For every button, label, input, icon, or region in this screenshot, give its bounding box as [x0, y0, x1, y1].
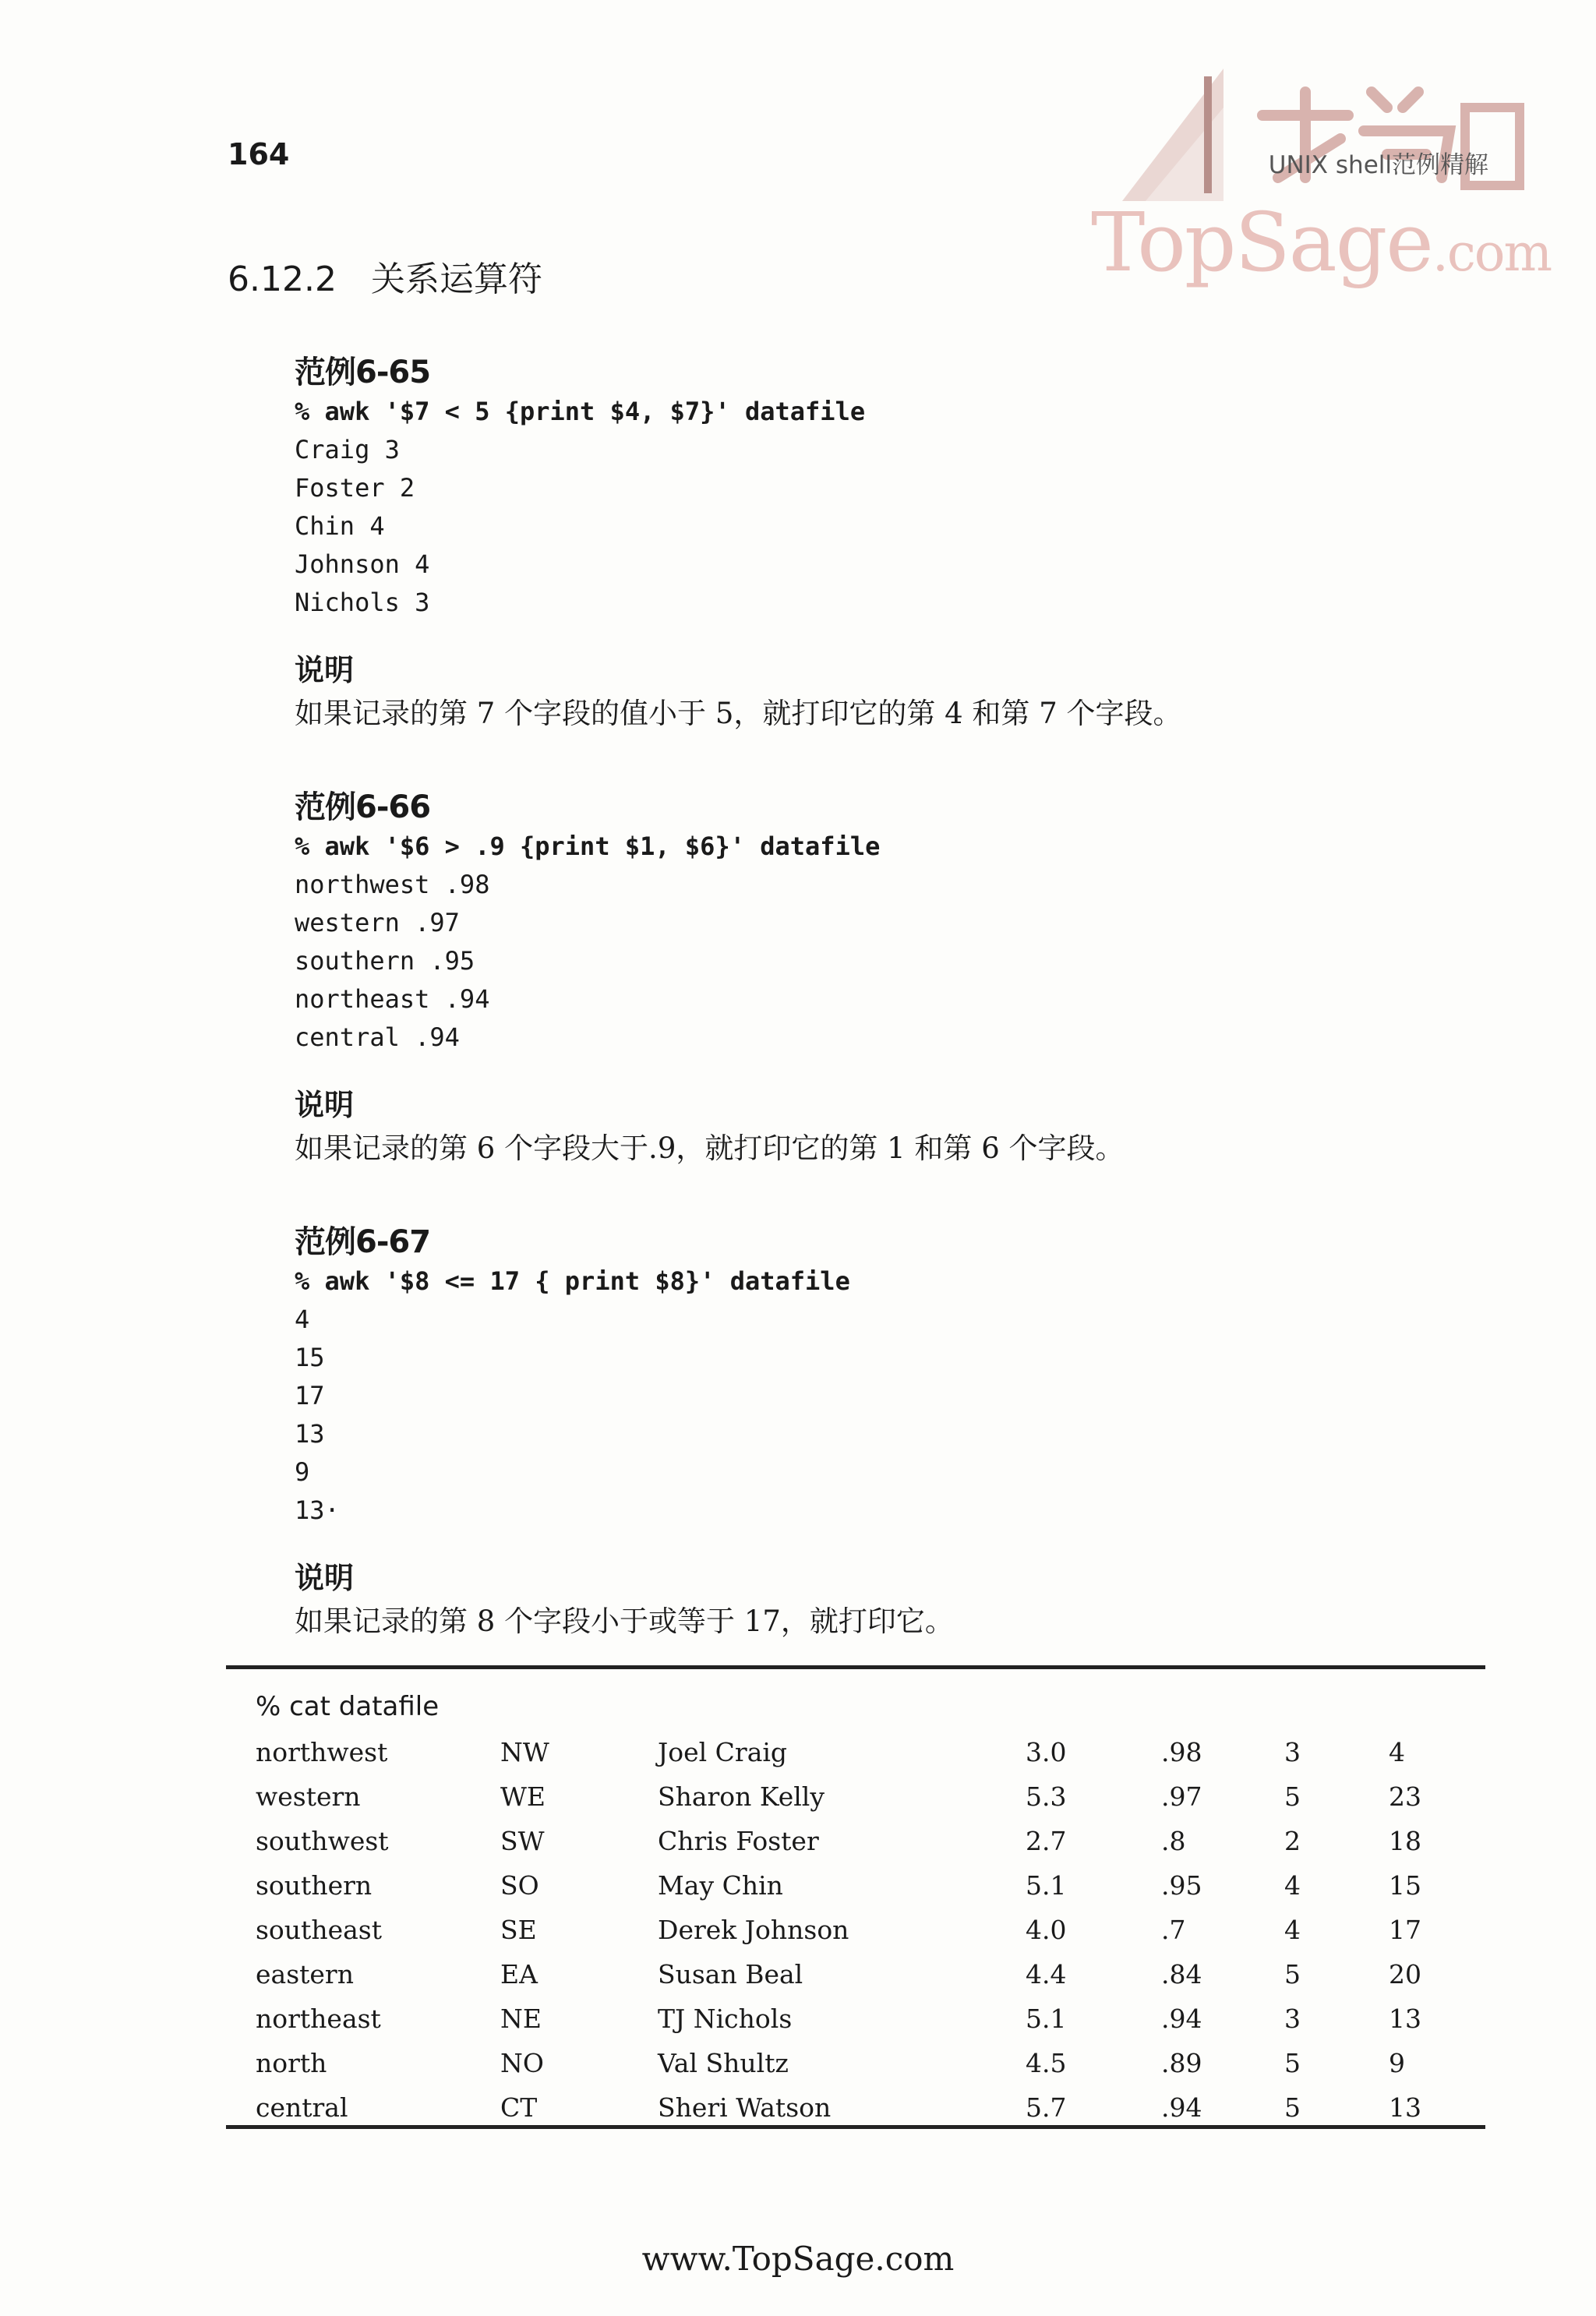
table-cell: Joel Craig	[658, 1737, 788, 1767]
table-row	[256, 1819, 1482, 1863]
table-cell: 4	[1389, 1737, 1405, 1767]
watermark-site-suffix: .com	[1432, 223, 1552, 283]
table-cell: 13	[1389, 2092, 1421, 2123]
table-cell: CT	[500, 2092, 538, 2123]
table-cell: .98	[1161, 1737, 1202, 1767]
table-row	[256, 1996, 1482, 2041]
table-cell: southwest	[256, 1826, 389, 1856]
output-line: Chin 4	[295, 511, 385, 541]
table-cell: 5	[1284, 1959, 1301, 1989]
table-cell: .7	[1161, 1915, 1186, 1945]
section-number: 6.12.2	[228, 259, 337, 299]
table-cell: 5	[1284, 2048, 1301, 2078]
table-cell: .89	[1161, 2048, 1202, 2078]
table-row	[256, 1863, 1482, 1908]
output-line: Foster 2	[295, 473, 415, 503]
datafile-top-rule	[226, 1665, 1485, 1669]
example-title: 范例6-66	[295, 789, 431, 825]
table-cell: 15	[1389, 1870, 1421, 1901]
table-cell: .84	[1161, 1959, 1202, 1989]
table-cell: SO	[500, 1870, 539, 1901]
note-title: 说明	[295, 653, 355, 687]
table-cell: .94	[1161, 2004, 1202, 2034]
example-command: % awk '$6 > .9 {print $1, $6}' datafile	[295, 831, 881, 861]
output-line: central .94	[295, 1022, 460, 1052]
table-cell: 3	[1284, 1737, 1301, 1767]
table-cell: .94	[1161, 2092, 1202, 2123]
table-cell: 4	[1284, 1915, 1301, 1945]
example-command: % awk '$7 < 5 {print $4, $7}' datafile	[295, 397, 866, 426]
note-title: 说明	[295, 1088, 355, 1122]
output-line: 4	[295, 1305, 310, 1334]
section-heading	[228, 251, 542, 301]
table-row	[256, 1952, 1482, 1996]
table-cell: eastern	[256, 1959, 354, 1989]
table-cell: 4.4	[1026, 1959, 1067, 1989]
table-cell: Chris Foster	[658, 1826, 819, 1856]
table-cell: Derek Johnson	[658, 1915, 849, 1945]
table-row	[256, 1774, 1482, 1819]
watermark-site-name: TopSage	[1091, 195, 1432, 290]
output-line: Johnson 4	[295, 549, 430, 579]
datafile-command: % cat datafile	[256, 1691, 440, 1722]
table-cell: 2.7	[1026, 1826, 1067, 1856]
example-title: 范例6-67	[295, 1224, 431, 1260]
table-cell: 23	[1389, 1781, 1421, 1812]
table-cell: central	[256, 2092, 348, 2123]
topsage-watermark	[1091, 195, 1551, 290]
table-cell: WE	[500, 1781, 546, 1812]
table-cell: 5	[1284, 2092, 1301, 2123]
output-line: northeast .94	[295, 984, 490, 1014]
table-cell: 5.3	[1026, 1781, 1067, 1812]
table-row	[256, 2085, 1482, 2130]
table-cell: southern	[256, 1870, 373, 1901]
note-title: 说明	[295, 1561, 355, 1595]
table-cell: Susan Beal	[658, 1959, 803, 1989]
output-line: 13	[295, 1419, 325, 1449]
example-6-65	[295, 352, 1182, 736]
output-line: northwest .98	[295, 870, 490, 899]
note-text: 如果记录的第 6 个字段大于.9，就打印它的第 1 和第 6 个字段。	[295, 1132, 1125, 1165]
output-line: 17	[295, 1381, 325, 1410]
table-cell: southeast	[256, 1915, 382, 1945]
output-line: southern .95	[295, 946, 475, 976]
table-row	[256, 1730, 1482, 1774]
table-cell: .8	[1161, 1826, 1186, 1856]
table-cell: northwest	[256, 1737, 388, 1767]
example-title: 范例6-65	[295, 355, 431, 390]
table-cell: TJ Nichols	[658, 2004, 793, 2034]
running-header-title: UNIX shell范例精解	[1268, 151, 1488, 179]
table-cell: May Chin	[658, 1870, 783, 1901]
table-cell: western	[256, 1781, 361, 1812]
output-line: 13·	[295, 1495, 340, 1525]
table-cell: 18	[1389, 1826, 1421, 1856]
table-cell: 20	[1389, 1959, 1421, 1989]
table-cell: 3	[1284, 2004, 1301, 2034]
table-cell: 5.7	[1026, 2092, 1067, 2123]
table-cell: 5.1	[1026, 1870, 1067, 1901]
table-cell: Sharon Kelly	[658, 1781, 824, 1812]
table-cell: north	[256, 2048, 327, 2078]
note-text: 如果记录的第 7 个字段的值小于 5，就打印它的第 4 和第 7 个字段。	[295, 697, 1182, 730]
table-cell: NW	[500, 1737, 549, 1767]
output-line: 15	[295, 1343, 325, 1372]
note-text: 如果记录的第 8 个字段小于或等于 17，就打印它。	[295, 1605, 954, 1638]
output-line: 9	[295, 1457, 310, 1487]
table-cell: 5	[1284, 1781, 1301, 1812]
table-cell: SE	[500, 1915, 537, 1945]
table-cell: 3.0	[1026, 1737, 1067, 1767]
example-6-66	[295, 787, 1125, 1170]
table-cell: .97	[1161, 1781, 1202, 1812]
table-cell: NO	[500, 2048, 544, 2078]
example-command: % awk '$8 <= 17 { print $8}' datafile	[295, 1266, 850, 1296]
table-cell: Val Shultz	[658, 2048, 789, 2078]
footer-url: www.TopSage.com	[641, 2240, 955, 2278]
table-cell: northeast	[256, 2004, 381, 2034]
page-number: 164	[228, 137, 290, 171]
table-cell: 4.5	[1026, 2048, 1067, 2078]
table-row	[256, 2041, 1482, 2085]
datafile-table	[256, 1730, 1482, 2130]
table-cell: 13	[1389, 2004, 1421, 2034]
table-cell: 4	[1284, 1870, 1301, 1901]
table-cell: .95	[1161, 1870, 1202, 1901]
table-cell: Sheri Watson	[658, 2092, 832, 2123]
table-cell: NE	[500, 2004, 542, 2034]
output-line: western .97	[295, 908, 460, 937]
table-cell: SW	[500, 1826, 545, 1856]
section-title: 关系运算符	[370, 259, 542, 299]
output-line: Nichols 3	[295, 588, 430, 617]
datafile-bottom-rule	[226, 2125, 1485, 2129]
table-cell: 9	[1389, 2048, 1405, 2078]
table-cell: EA	[500, 1959, 538, 1989]
example-6-67	[295, 1222, 954, 1643]
table-cell: 17	[1389, 1915, 1421, 1945]
table-row	[256, 1908, 1482, 1952]
table-cell: 2	[1284, 1826, 1301, 1856]
table-cell: 5.1	[1026, 2004, 1067, 2034]
output-line: Craig 3	[295, 435, 400, 464]
table-cell: 4.0	[1026, 1915, 1067, 1945]
